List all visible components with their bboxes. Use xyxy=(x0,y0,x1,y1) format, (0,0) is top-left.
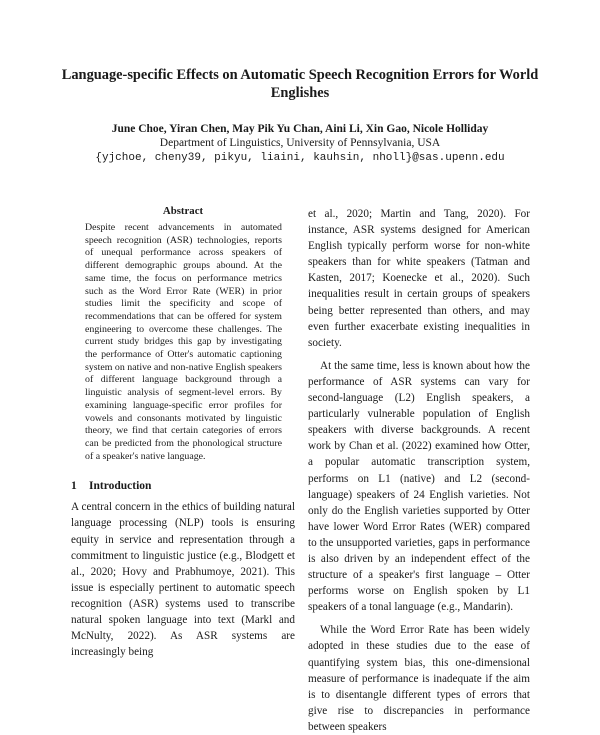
abstract-text: Despite recent advancements in automated speech recognition (ASR) technologies, reports of unequal performance across speakers of different demographic groups abound. At the same time, the focus on performance metrics such as the Word Error Rate (WER) in prior studies limit the specificity and scope of recommendations that can be offered for system engineering to overcome these challenges. The current study bridges this gap by investigating the performance of Otter's automatic captioning system on native and non-native English speakers of different language background through a linguistic analysis of segment-level errors. By examining language-specific error profiles for vowels and consonants motivated by linguistic theory, we find that certain categories of errors can be predicted from the phonological structure of a speaker's native language. xyxy=(85,222,282,462)
body-paragraph-2: At the same time, less is known about how the performance of ASR systems can vary for second-language (L2) English speakers, a particularly vulnerable population of English speakers with diverse backgrounds. A recent work by Chan et al. (2022) examined how Otter, a popular automatic transcription system, performs on L1 (native) and L2 (second-language) speakers of 24 English varieties. Not only do the English varieties supported by Otter have lower Word Error Rates (WER) compared to the unsupported varieties, gaps in performance is also driven by an independent effect of the structure of a speaker's first language – Otter performs worse on English spoken by L1 speakers of a tonal language (e.g., Mandarin). xyxy=(308,359,530,614)
introduction-paragraph: A central concern in the ethics of building natural language processing (NLP) tools is ensuring equity in service and representation through a commitment to linguistic justice (e.g., Blodgett et al., 2020; Hovy and Prabhumoye, 2021). This issue is especially pertinent to automatic speech recognition (ASR) systems used to transcribe natural spoken language into text (Markl and McNulty, 2022). As ASR systems are increasingly being xyxy=(71,501,295,659)
right-column xyxy=(308,206,530,735)
body-paragraph-1: et al., 2020; Martin and Tang, 2020). For instance, ASR systems designed for American English typically perform worse for non-white speakers than for white speakers (Tatman and Kasten, 2017; Koenecke et al., 2020). Such inequalities result in certain groups of speakers being better represented than others, and may even further exacerbate existing inequalities in society. xyxy=(308,208,530,349)
section-title: Introduction xyxy=(89,480,152,493)
author-emails: {yjchoe, cheny39, pikyu, liaini, kauhsin, nholl}@sas.upenn.edu xyxy=(95,152,505,164)
body-paragraph-3: While the Word Error Rate has been widely adopted in these studies due to the ease of quantifying system bias, this one-dimensional measure of performance is inadequate if the aim is to disentangle different types of errors that give rise to discrepancies in performance between speakers xyxy=(308,624,530,733)
left-column xyxy=(71,204,295,660)
author-affiliation: Department of Linguistics, University of Pennsylvania, USA xyxy=(159,137,441,149)
paper-authors: June Choe, Yiran Chen, May Pik Yu Chan, Aini Li, Xin Gao, Nicole Holliday xyxy=(111,123,489,135)
abstract-heading: Abstract xyxy=(162,205,204,217)
introduction-heading xyxy=(71,479,295,493)
section-number: 1 xyxy=(71,480,77,493)
paper-title: Language-specific Effects on Automatic Speech Recognition Errors for World Englishes xyxy=(61,67,539,101)
